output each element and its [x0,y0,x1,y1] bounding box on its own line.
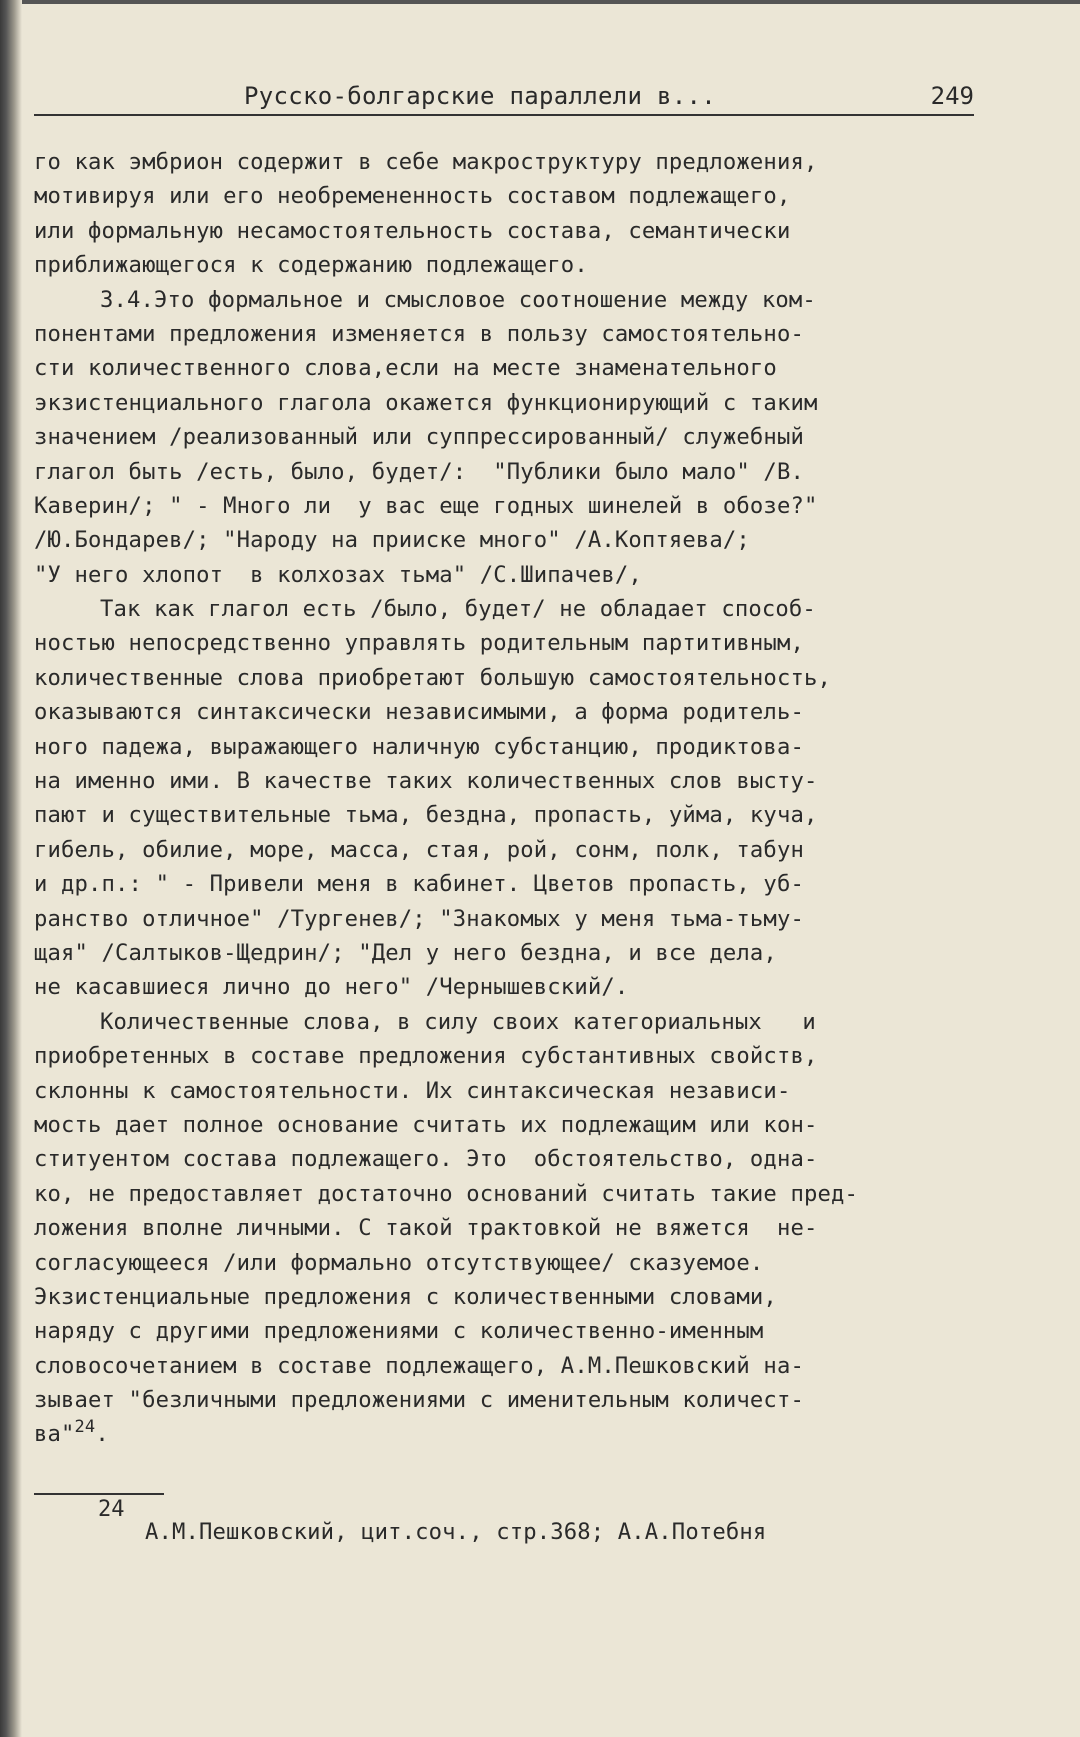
binding-shadow [0,0,22,1737]
page-number: 249 [930,82,974,110]
text-line: мотивируя или его необремененность составом подлежащего, [34,183,791,210]
text-line: ранство отличное" /Тургенев/; "Знакомых у меня тьма-тьму- [34,905,804,932]
body-text [34,145,994,1452]
text-line: Количественные слова, в силу своих категориальных и [100,1008,816,1035]
text-line: приобретенных в составе предложения субстантивных свойств, [34,1043,818,1070]
text-line: пают и существительные тьма, бездна, пропасть, уйма, куча, [34,802,818,829]
text-line: /Ю.Бондарев/; "Народу на прииске много" /А.Коптяева/; [34,527,750,554]
header-title: Русско-болгарские параллели в... [244,82,716,110]
text-line: ституентом состава подлежащего. Это обстоятельство, одна- [34,1146,818,1173]
text-line: словосочетанием в составе подлежащего, А.М.Пешковский на- [34,1352,804,1379]
text-line: щая" /Салтыков-Щедрин/; "Дел у него бездна, и все дела, [34,939,777,966]
text-line: ко, не предоставляет достаточно оснований считать такие пред- [34,1180,858,1207]
last-line-text: ва" [34,1421,75,1448]
running-header [34,80,974,116]
top-edge-shadow [0,0,1080,4]
text-line: приближающегося к содержанию подлежащего. [34,252,588,279]
text-line: Каверин/; " - Много ли у вас еще годных шинелей в обозе?" [34,492,818,519]
text-line: ностью непосредственно управлять родительным партитивным, [34,630,804,657]
text-line: го как эмбрион содержит в себе макроструктуру предложения, [34,149,818,175]
text-line: оказываются синтаксически независимыми, а форма родитель- [34,699,804,726]
text-line: ного падежа, выражающего наличную субстанцию, продиктова- [34,733,804,760]
text-line: ложения вполне личными. С такой трактовкой не вяжется не- [34,1215,818,1242]
text-line: сти количественного слова,если на месте знаменательного [34,355,777,382]
text-line: Так как глагол есть /было, будет/ не обладает способ- [100,596,816,623]
footnote-number: 24 [98,1497,125,1522]
text-line: значением /реализованный или суппрессированный/ служебный [34,424,804,451]
footnote-reference: 24 [74,1417,96,1438]
text-line: на именно ими. В качестве таких количественных слов высту- [34,768,818,795]
text-line: согласующееся /или формально отсутствующее/ сказуемое. [34,1249,764,1276]
text-line: и др.п.: " - Привели меня в кабинет. Цветов пропасть, уб- [34,871,804,898]
text-line: или формальную несамостоятельность состава, семантически [34,217,791,244]
text-line-last: ва"$^{24}$. [34,1417,109,1448]
text-line: глагол быть /есть, было, будет/: "Публики было мало" /В. [34,458,804,485]
text-line: зывает "безличными предложениями с именительным количест- [34,1387,804,1414]
text-line: гибель, обилие, море, масса, стая, рой, сонм, полк, табун [34,836,804,863]
footnote-rule [34,1493,164,1495]
footnote-text: А.М.Пешковский, цит.соч., стр.368; А.А.Потебня [145,1519,767,1545]
text-line: не касавшиеся лично до него" /Чернышевский/. [34,974,629,1001]
text-line: количественные слова приобретают большую самостоятельность, [34,664,831,691]
text-line: понентами предложения изменяется в пользу самостоятельно- [34,320,804,347]
text-line: экзистенциального глагола окажется функционирующий с таким [34,389,818,416]
text-line: склонны к самостоятельности. Их синтаксическая независи- [34,1077,791,1104]
text-line: мость дает полное основание считать их подлежащим или кон- [34,1111,818,1138]
text-line: "У него хлопот в колхозах тьма" /С.Шипачев/, [34,561,642,588]
text-line: наряду с другими предложениями с количественно-именным [34,1318,764,1345]
text-line: 3.4.Это формальное и смысловое соотношение между ком- [100,286,816,313]
text-line: Экзистенциальные предложения с количественными словами, [34,1283,777,1310]
